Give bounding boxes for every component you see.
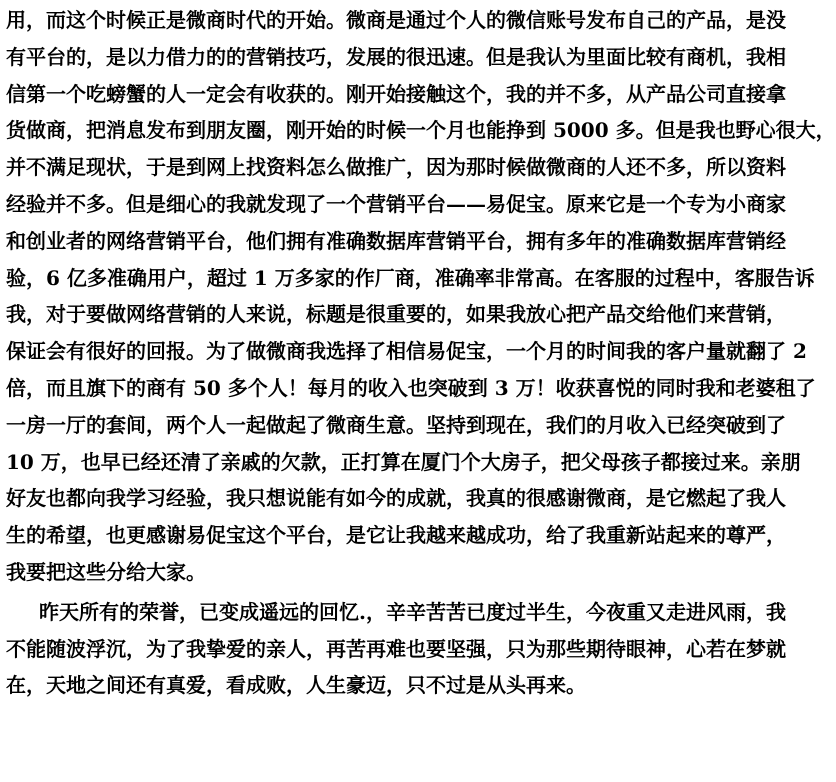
text-line: 昨天所有的荣誉，已变成遥远的回忆.，辛辛苦苦已度过半生，今夜重又走进风雨，我 (39, 599, 786, 624)
text-line: 生的希望，也更感谢易促宝这个平台，是它让我越来越成功，给了我重新站起来的尊严， (6, 523, 786, 548)
text-line: 用，而这个时候正是微商时代的开始。微商是通过个人的微信账号发布自己的产品，是没 (6, 8, 786, 32)
text-line: 货做商，把消息发布到朋友圈，刚开始的时候一个月也能挣到 5000 多。但是我也野心很大， (6, 118, 836, 143)
text-line: 在，天地之间还有真爱，看成败，人生豪迈，只不过是从头再来。 (6, 673, 586, 698)
text-line: 不能随波浮沉，为了我挚爱的亲人，再苦再难也要坚强，只为那些期待眼神，心若在梦就 (6, 636, 786, 661)
text-line: 一房一厅的套间，两个人一起做起了微商生意。坚持到现在，我们的月收入已经突破到了 (6, 412, 786, 437)
text-line: 和创业者的网络营销平台，他们拥有准确数据库营销平台，拥有多年的准确数据库营销经 (6, 228, 786, 253)
text-line: 信第一个吃螃蟹的人一定会有收获的。刚开始接触这个，我的并不多，从产品公司直接拿 (6, 81, 786, 106)
text-line: 10 万，也早已经还清了亲戚的欠款，正打算在厦门个大房子，把父母孩子都接过来。亲朋 (6, 449, 801, 474)
text-line: 我，对于要做网络营销的人来说，标题是很重要的，如果我放心把产品交给他们来营销， (6, 302, 786, 327)
text-line: 经验并不多。但是细心的我就发现了一个营销平台——易促宝。原来它是一个专为小商家 (6, 191, 786, 216)
text-line: 并不满足现状，于是到网上找资料怎么做推广，因为那时候做微商的人还不多，所以资料 (6, 155, 786, 180)
text-line: 我要把这些分给大家。 (6, 559, 206, 584)
text-line: 倍，而且旗下的商有 50 多个人！每月的收入也突破到 3 万！收获喜悦的同时我和老婆租了 (6, 375, 816, 400)
paragraph-1 (6, 2, 836, 591)
text-line: 有平台的，是以力借力的的营销技巧，发展的很迅速。但是我认为里面比较有商机，我相 (6, 44, 786, 69)
text-line: 验，6 亿多准确用户，超过 1 万多家的作厂商，准确率非常高。在客服的过程中，客服告诉 (6, 265, 815, 290)
text-line: 好友也都向我学习经验，我只想说能有如今的成就，我真的很感谢微商，是它燃起了我人 (6, 486, 786, 511)
text-line: 保证会有很好的回报。为了做微商我选择了相信易促宝，一个月的时间我的客户量就翻了 2 (6, 339, 807, 364)
paragraph-2 (6, 594, 786, 704)
